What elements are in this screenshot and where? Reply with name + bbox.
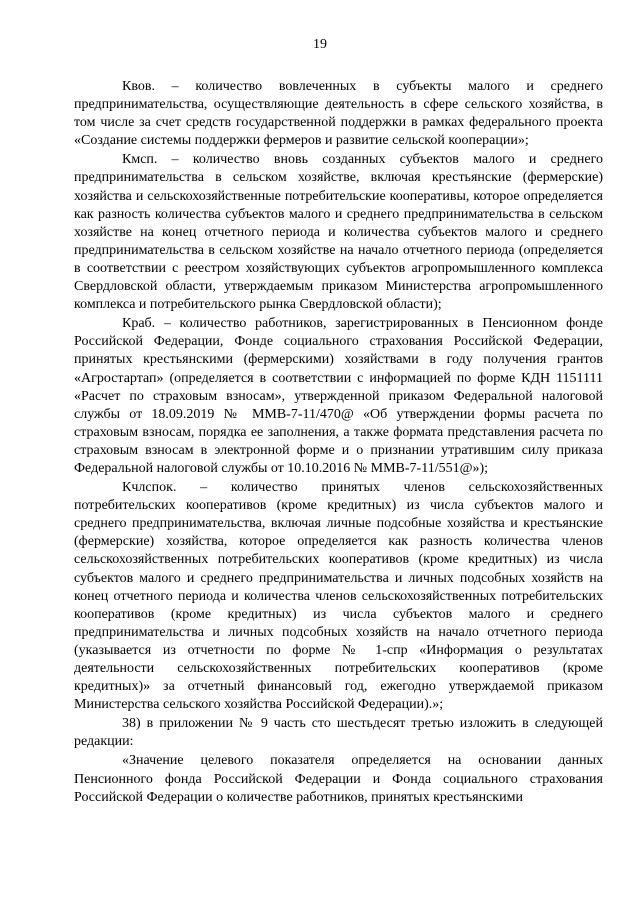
- document-body: [74, 78, 603, 808]
- paragraph-kchlspok: Кчлспок. – количество принятых членов сельскохозяйственных потребительских кооперативов (кроме кредитных) из числа субъектов малого и среднего предпринимательства, включая личные подсобные хозяйства и крестьянские (фермерские) хозяйства, которое определяется как разность количества членов сельскохозяйственных потребительских кооперативов (кроме кредитных) из числа субъектов малого и среднего предпринимательства и личных подсобных хозяйств на конец отчетного периода и количества членов сельскохозяйственных потребительских кооперативов (кроме кредитных) из числа субъектов малого и среднего предпринимательства и личных подсобных хозяйств на начало отчетного периода (указывается из отчетности по форме № 1-спр «Информация о результатах деятельности сельскохозяйственных потребительских кооперативов (кроме кредитных)» за отчетный финансовый год, ежегодно утверждаемой приказом Министерства сельского хозяйства Российской Федерации).»;: [74, 480, 603, 713]
- paragraph-kmsp: Кмсп. – количество вновь созданных субъектов малого и среднего предпринимательства в сельском хозяйстве, включая крестьянские (фермерские) хозяйства и сельскохозяйственные потребительские кооперативы, которое определяется как разность количества субъектов малого и среднего предпринимательства в сельском хозяйстве на конец отчетного периода и количества субъектов малого и среднего предпринимательства в сельском хозяйстве на начало отчетного периода (определяется в соответствии с реестром хозяйствующих субъектов агропромышленного комплекса Свердловской области, утверждаемым приказом Министерства агропромышленного комплекса и потребительского рынка Свердловской области);: [74, 152, 603, 313]
- paragraph-kvov: Квов. – количество вовлеченных в субъекты малого и среднего предпринимательства, осуществляющие деятельность в сфере сельского хозяйства, в том числе за счет средств государственной поддержки в рамках федерального проекта «Создание системы поддержки фермеров и развитие сельской кооперации»;: [74, 79, 603, 149]
- paragraph-item-38: 38) в приложении № 9 часть сто шестьдесят третью изложить в следующей редакции:: [74, 716, 603, 750]
- paragraph-krab: Краб. – количество работников, зарегистрированных в Пенсионном фонде Российской Федерации, Фонде социального страхования Российской Федерации, принятых крестьянскими (фермерскими) хозяйствами в году получения грантов «Агростартап» (определяется в соответствии с информацией по форме КДН 1151111 «Расчет по страховым взносам», утвержденной приказом Федеральной налоговой службы от 18.09.2019 № ММВ-7-11/470@ «Об утверждении формы расчета по страховым взносам, порядка ее заполнения, а также формата представления расчета по страховым взносам в электронной форме и о признании утратившим силу приказа Федеральной налоговой службы от 10.10.2016 № ММВ-7-11/551@»);: [74, 316, 603, 476]
- paragraph-target-indicator: «Значение целевого показателя определяется на основании данных Пенсионного фонда Российской Федерации и Фонда социального страхования Российской Федерации о количестве работников, принятых крестьянскими: [74, 753, 603, 805]
- page-number: 19: [313, 37, 327, 52]
